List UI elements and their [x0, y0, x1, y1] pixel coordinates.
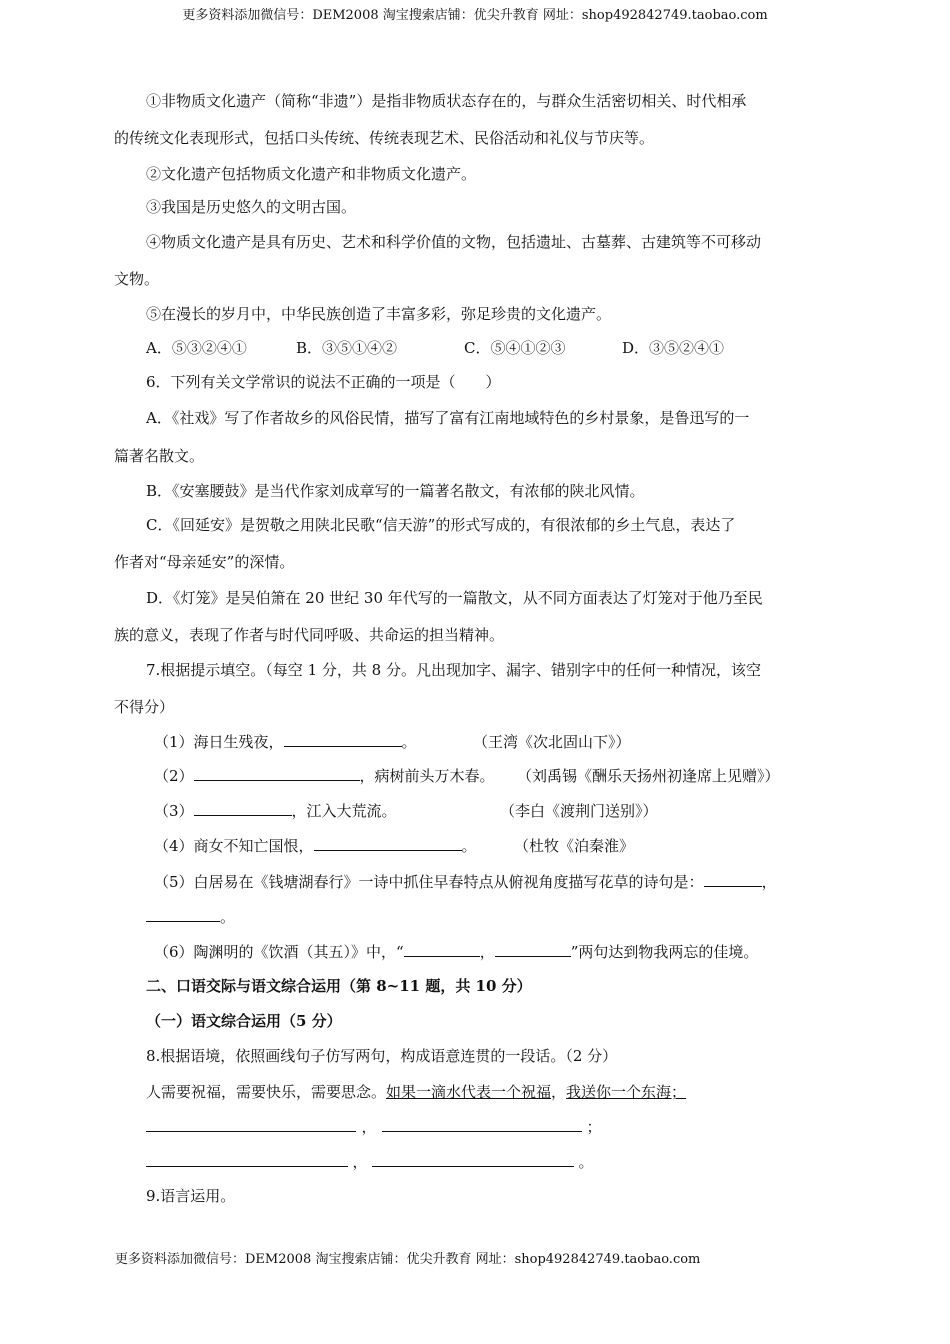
- q7-item-1-source: （王湾《次北固山下》）: [473, 733, 631, 751]
- q7-item-4-end: 。: [461, 837, 477, 855]
- q7-stem-line2: 不得分）: [114, 698, 175, 716]
- q7-item-6-comma: ，: [479, 943, 495, 961]
- q7-item-5-comma: ，: [761, 873, 777, 891]
- q7-item-1-blank[interactable]: [284, 732, 402, 747]
- q7-item-5: [154, 872, 777, 892]
- q8-punct-2: ；: [586, 1118, 602, 1136]
- q7-item-5-text: （5）白居易在《钱塘湖春行》一诗中抓住早春特点从俯视角度描写花草的诗句是：: [154, 873, 704, 891]
- q5-option-d: D．③⑤②④①: [622, 339, 725, 357]
- q6-stem: 6．下列有关文学常识的说法不正确的一项是（ ）: [146, 373, 501, 391]
- q7-item-2-blank[interactable]: [194, 766, 360, 781]
- q7-item-3-label: （3）: [154, 802, 194, 820]
- q6-option-d-line1: D．《灯笼》是吴伯箫在 20 世纪 30 年代写的一篇散文，从不同方面表达了灯笼对于他乃至民: [146, 589, 763, 607]
- q7-item-2-label: （2）: [154, 767, 194, 785]
- q5-sentence-1b: 的传统文化表现形式，包括口头传统、传统表现艺术、民俗活动和礼仪与节庆等。: [114, 129, 655, 147]
- q7-item-4-blank[interactable]: [314, 836, 462, 851]
- q8-punct-3: ，: [352, 1153, 368, 1171]
- q6-option-a-line1: A．《社戏》写了作者故乡的风俗民情，描写了富有江南地域特色的乡村景象，是鲁迅写的一: [146, 409, 750, 427]
- q6-option-b: B．《安塞腰鼓》是当代作家刘成章写的一篇著名散文，有浓郁的陕北风情。: [146, 482, 645, 500]
- section-2-title: 二、口语交际与语文综合运用（第 8~11 题，共 10 分）: [146, 977, 532, 995]
- q8-punct-1: ，: [361, 1118, 377, 1136]
- q5-sentence-5: ⑤在漫长的岁月中，中华民族创造了丰富多彩，弥足珍贵的文化遗产。: [146, 305, 612, 323]
- q5-sentence-3: ③我国是历史悠久的文明古国。: [146, 198, 357, 216]
- q8-context-text: 人需要祝福，需要快乐，需要思念。: [146, 1083, 387, 1101]
- q8-answer-line-1: [146, 1117, 606, 1137]
- q7-item-6-blank-2[interactable]: [495, 942, 571, 957]
- q7-item-6: [154, 942, 758, 962]
- q5-option-c: C．⑤④①②③: [464, 339, 566, 357]
- q7-item-6-blank-1[interactable]: [404, 942, 480, 957]
- q8-blank-1[interactable]: [146, 1117, 356, 1132]
- q5-sentence-4b: 文物。: [114, 270, 160, 288]
- q7-item-6-end: ”两句达到物我两忘的佳境。: [570, 943, 759, 961]
- q8-blank-2[interactable]: [382, 1117, 582, 1132]
- q7-item-4-text: （4）商女不知亡国恨，: [154, 837, 314, 855]
- q8-underlined-2: 我送你一个东海；: [566, 1083, 687, 1101]
- page-footer: 更多资料添加微信号：DEM2008 淘宝搜索店铺：优尖升教育 网址：shop492842749.taobao.com: [115, 1252, 701, 1267]
- q7-item-1: [154, 732, 417, 752]
- q5-sentence-1a: ①非物质文化遗产（简称“非遗”）是指非物质状态存在的，与群众生活密切相关、时代相承: [146, 92, 747, 110]
- q9-stem: 9.语言运用。: [146, 1187, 236, 1205]
- section-2-subtitle: （一）语文综合运用（5 分）: [146, 1012, 342, 1030]
- q6-option-d-line2: 族的意义，表现了作者与时代同呼吸、共命运的担当精神。: [114, 626, 505, 644]
- q7-item-5-end: 。: [220, 908, 236, 926]
- q5-sentence-2: ②文化遗产包括物质文化遗产和非物质文化遗产。: [146, 165, 477, 183]
- q6-option-a-line2: 篇著名散文。: [114, 447, 205, 465]
- q8-stem: 8.根据语境，依照画线句子仿写两句，构成语意连贯的一段话。（2 分）: [146, 1047, 618, 1065]
- q7-item-5-blank-2[interactable]: [146, 907, 220, 922]
- q6-option-c-line2: 作者对“母亲延安”的深情。: [114, 553, 295, 571]
- q7-item-2: [154, 766, 495, 786]
- q5-option-a: A．⑤③②④①: [146, 339, 247, 357]
- q7-item-5-blank-1[interactable]: [704, 872, 762, 887]
- q7-stem-line1: 7.根据提示填空。（每空 1 分，共 8 分。凡出现加字、漏字、错别字中的任何一种情况，该空: [146, 661, 761, 679]
- q8-comma: ，: [551, 1083, 567, 1101]
- q7-item-3-blank[interactable]: [194, 801, 292, 816]
- q7-item-1-text: （1）海日生残夜，: [154, 733, 284, 751]
- q7-item-3: [154, 801, 397, 821]
- q7-item-5-line2: [146, 907, 235, 927]
- q7-item-4: [154, 836, 477, 856]
- q8-context: [146, 1082, 686, 1102]
- q8-punct-4: 。: [578, 1153, 594, 1171]
- q8-blank-3[interactable]: [146, 1152, 348, 1167]
- page-header: 更多资料添加微信号：DEM2008 淘宝搜索店铺：优尖升教育 网址：shop492842749.taobao.com: [182, 8, 768, 23]
- q7-item-2-text: ，病树前头万木春。: [359, 767, 495, 785]
- q5-option-b: B．③⑤①④②: [296, 339, 398, 357]
- q7-item-6-text: （6）陶渊明的《饮酒（其五）》中，“: [154, 943, 404, 961]
- q8-answer-line-2: [146, 1152, 598, 1172]
- q8-blank-4[interactable]: [372, 1152, 574, 1167]
- q7-item-4-source: （杜牧《泊秦淮》: [514, 837, 635, 855]
- q7-item-3-text: ，江入大荒流。: [291, 802, 397, 820]
- q7-item-3-source: （李白《渡荆门送别》）: [500, 802, 658, 820]
- q5-sentence-4a: ④物质文化遗产是具有历史、艺术和科学价值的文物，包括遗址、古墓葬、古建筑等不可移动: [146, 233, 762, 251]
- q8-underlined-1: 如果一滴水代表一个祝福: [386, 1083, 552, 1101]
- q6-option-c-line1: C．《回延安》是贺敬之用陕北民歌“信天游”的形式写成的，有很浓郁的乡土气息，表达了: [146, 516, 736, 534]
- q7-item-1-end: 。: [401, 733, 417, 751]
- q7-item-2-source: （刘禹锡《酬乐天扬州初逢席上见赠》）: [517, 767, 780, 785]
- q5-options: [146, 338, 724, 358]
